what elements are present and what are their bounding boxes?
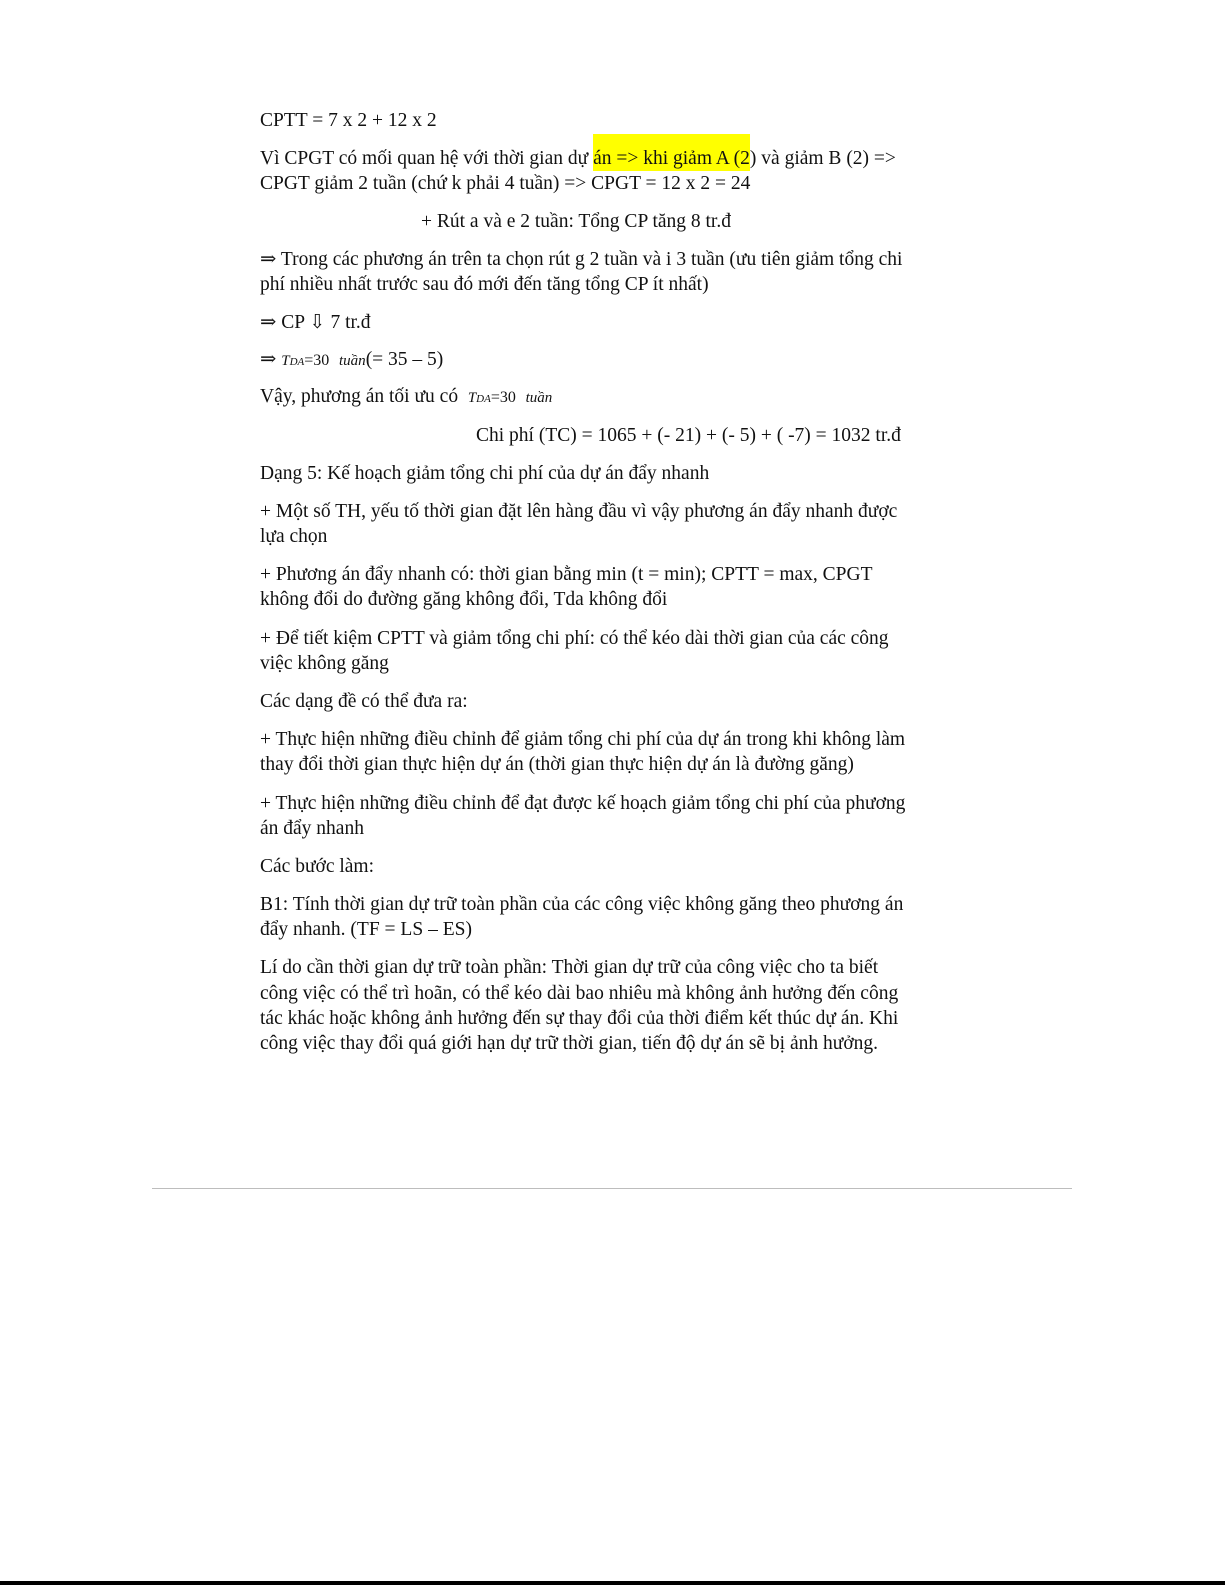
text-line: + Rút a và e 2 tuần: Tổng CP tăng 8 tr.đ — [421, 211, 731, 232]
text-line: tác khác hoặc không ảnh hưởng đến sự thay đổi của thời điểm kết thúc dự án. Khi — [260, 1008, 899, 1029]
text-line: công việc thay đổi quá giới hạn dự trữ thời gian, tiến độ dự án sẽ bị ảnh hưởng. — [260, 1033, 879, 1054]
text-segment: Trong các phương án trên ta chọn rút g 2 tuần và i 3 tuần (ưu tiên giảm tổng chi — [276, 249, 903, 270]
text-line: + Một số TH, yếu tố thời gian đặt lên hàng đầu vì vậy phương án đẩy nhanh được — [260, 501, 898, 522]
text-line: CPTT = 7 x 2 + 12 x 2 — [260, 110, 437, 131]
math-line — [260, 384, 552, 412]
text-line: + Thực hiện những điều chỉnh để đạt được kế hoạch giảm tổng chi phí của phương — [260, 793, 906, 814]
math-subscript: DA — [476, 393, 491, 405]
text-segment: CP — [276, 312, 310, 333]
text-segment: 7 tr.đ — [325, 312, 371, 333]
page-divider — [152, 1188, 1072, 1189]
text-line: thay đổi thời gian thực hiện dự án (thời gian thực hiện dự án là đường găng) — [260, 754, 854, 775]
text-line: án đẩy nhanh — [260, 818, 364, 839]
text-line: lựa chọn — [260, 526, 328, 547]
text-segment: ) và giảm B (2) => — [749, 148, 896, 169]
math-unit: tuần — [339, 353, 366, 369]
text-line: Các bước làm: — [260, 856, 375, 877]
text-line: + Phương án đẩy nhanh có: thời gian bằng min (t = min); CPTT = max, CPGT — [260, 564, 873, 585]
text-line — [260, 146, 896, 171]
text-segment: (= 35 – 5) — [365, 349, 444, 370]
text-line: Chi phí (TC) = 1065 + (- 21) + (- 5) + ( -7) = 1032 tr.đ — [476, 425, 901, 446]
text-line: Lí do cần thời gian dự trữ toàn phần: Thời gian dự trữ của công việc cho ta biết — [260, 957, 879, 978]
math-line — [260, 347, 443, 375]
text-segment: Vì CPGT có mối quan hệ với thời gian dự — [260, 148, 594, 169]
highlighted-text: án => khi giảm A (2 — [593, 134, 750, 171]
math-symbol: T — [467, 390, 477, 406]
bottom-border — [0, 1581, 1225, 1585]
text-line: công việc có thể trì hoãn, có thể kéo dài bao nhiêu mà không ảnh hưởng đến công — [260, 983, 899, 1004]
math-value: =30 — [490, 389, 516, 406]
implies-icon: ⇒ — [260, 349, 277, 370]
text-line: việc không găng — [260, 653, 389, 674]
math-value: =30 — [304, 352, 330, 369]
text-line: không đổi do đường găng không đổi, Tda không đổi — [260, 589, 668, 610]
section-heading: Dạng 5: Kế hoạch giảm tổng chi phí của dự án đẩy nhanh — [260, 463, 710, 484]
text-line: + Để tiết kiệm CPTT và giảm tổng chi phí: có thể kéo dài thời gian của các công — [260, 628, 889, 649]
text-line — [260, 247, 902, 272]
implies-icon: ⇒ — [260, 249, 277, 270]
text-line: đẩy nhanh. (TF = LS – ES) — [260, 919, 472, 940]
math-symbol: T — [281, 353, 290, 369]
text-line: CPGT giảm 2 tuần (chứ k phải 4 tuần) => CPGT = 12 x 2 = 24 — [260, 173, 751, 194]
math-subscript: DA — [289, 356, 305, 368]
text-line — [260, 310, 371, 335]
text-line: + Thực hiện những điều chỉnh để giảm tổng chi phí của dự án trong khi không làm — [260, 729, 906, 750]
text-line: Các dạng đề có thể đưa ra: — [260, 691, 468, 712]
implies-icon: ⇒ — [260, 312, 277, 333]
down-arrow-icon: ⇩ — [309, 312, 326, 333]
text-line: phí nhiều nhất trước sau đó mới đến tăng tổng CP ít nhất) — [260, 274, 709, 295]
text-segment: Vậy, phương án tối ưu có — [260, 386, 463, 407]
text-line: B1: Tính thời gian dự trữ toàn phần của các công việc không găng theo phương án — [260, 894, 904, 915]
math-unit: tuần — [525, 390, 553, 406]
